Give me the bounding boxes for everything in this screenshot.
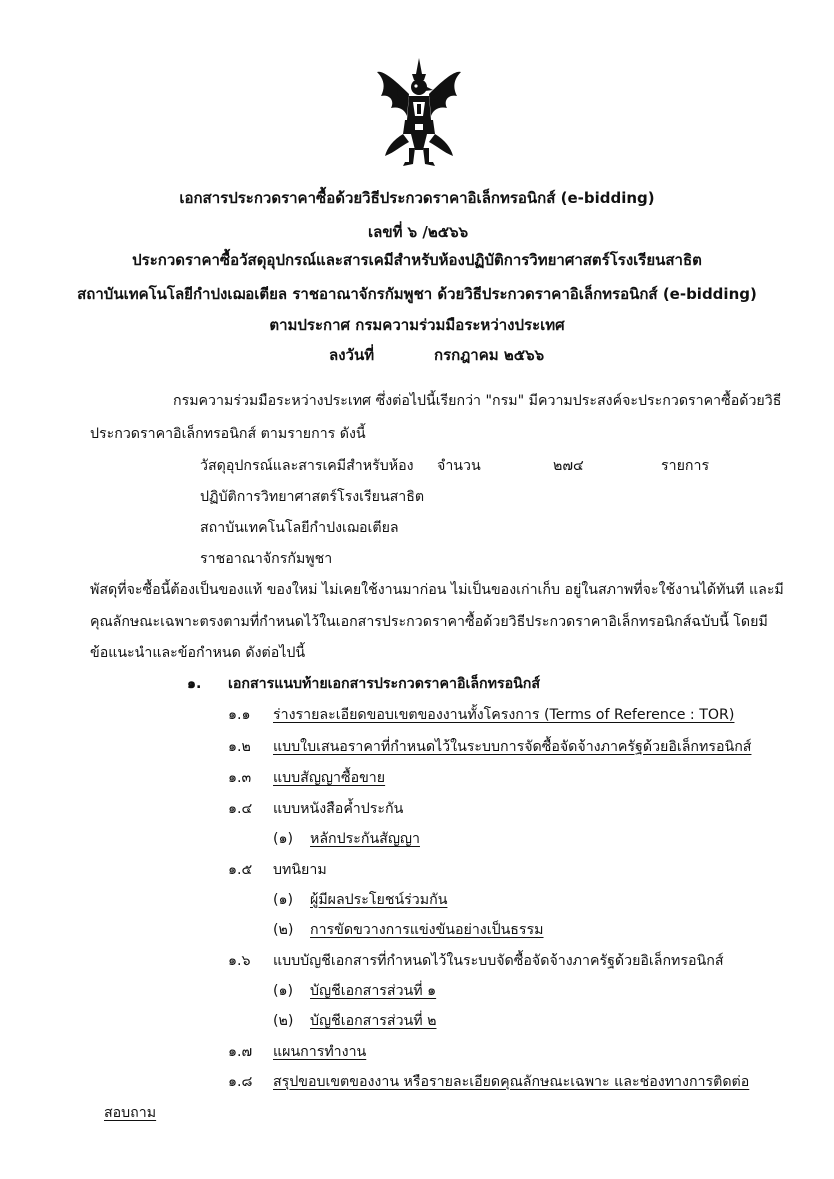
item-1-5-label: บทนิยาม bbox=[273, 862, 327, 878]
item-line-4: ราชอาณาจักรกัมพูชา bbox=[200, 551, 333, 567]
item-1-6-sub-2-link[interactable]: บัญชีเอกสารส่วนที่ ๒ bbox=[310, 1013, 437, 1029]
item-1-4-label: แบบหนังสือค้ำประกัน bbox=[273, 801, 404, 817]
item-1-8-continuation-link[interactable]: สอบถาม bbox=[104, 1105, 157, 1121]
item-1-8-link[interactable]: สรุปขอบเขตของงาน หรือรายละเอียดคุณลักษณะเฉพาะ และช่องทางการติดต่อ bbox=[273, 1074, 750, 1090]
intro-line-2: ประกวดราคาอิเล็กทรอนิกส์ ตามรายการ ดังนี้ bbox=[90, 426, 366, 442]
intro-line-1: กรมความร่วมมือระหว่างประเทศ ซึ่งต่อไปนี้เรียกว่า "กรม" มีความประสงค์จะประกวดราคาซื้อด้วยวิธี bbox=[173, 393, 782, 409]
section-1-title: เอกสารแนบท้ายเอกสารประกวดราคาอิเล็กทรอนิกส์ bbox=[228, 676, 541, 692]
document-number-text: เลขที่ ๖ /๒๕๖๖ bbox=[368, 223, 469, 241]
item-1-4-sub-1-link[interactable]: หลักประกันสัญญา bbox=[310, 831, 420, 847]
document-title: เอกสารประกวดราคาซื้อด้วยวิธีประกวดราคาอิเล็กทรอนิกส์ (e-bidding) bbox=[179, 189, 655, 207]
item-1-6-sub-1-number: (๑) bbox=[273, 983, 294, 999]
item-line-2: ปฏิบัติการวิทยาศาสตร์โรงเรียนสาธิต bbox=[200, 489, 425, 505]
item-1-3-number: ๑.๓ bbox=[228, 770, 252, 786]
item-1-3-link[interactable]: แบบสัญญาซื้อขาย bbox=[273, 770, 386, 786]
item-1-6-number: ๑.๖ bbox=[228, 953, 251, 969]
document-number bbox=[368, 220, 468, 244]
item-1-7-number: ๑.๗ bbox=[228, 1044, 253, 1060]
conditions-line-1: พัสดุที่จะซื้อนี้ต้องเป็นของแท้ ของใหม่ ไม่เคยใช้งานมาก่อน ไม่เป็นของเก่าเก็บ อยู่ในสภาพที่จะใช้งานได้ทันที และมี bbox=[90, 582, 784, 598]
conditions-line-2: คุณลักษณะเฉพาะตรงตามที่กำหนดไว้ในเอกสารประกวดราคาซื้อด้วยวิธีประกวดราคาอิเล็กทรอนิกส์ฉบับนี้ โดยมี bbox=[90, 614, 768, 630]
item-1-4-number: ๑.๔ bbox=[228, 801, 253, 817]
item-1-5-sub-1-link[interactable]: ผู้มีผลประโยชน์ร่วมกัน bbox=[310, 892, 448, 908]
conditions-line-3: ข้อแนะนำและข้อกำหนด ดังต่อไปนี้ bbox=[90, 645, 306, 661]
item-1-5-sub-2-number: (๒) bbox=[273, 922, 294, 938]
date-label: ลงวันที่ bbox=[329, 346, 375, 364]
item-1-5-sub-2-link[interactable]: การขัดขวางการแข่งขันอย่างเป็นธรรม bbox=[310, 922, 544, 938]
quantity-label: จำนวน bbox=[437, 458, 481, 474]
subject-line-2: สถาบันเทคโนโลยีกำปงเฌอเตียล ราชอาณาจักรกัมพูชา ด้วยวิธีประกวดราคาอิเล็กทรอนิกส์ (e-bidding) bbox=[77, 285, 757, 303]
item-1-8-number: ๑.๘ bbox=[228, 1074, 253, 1090]
item-1-5-sub-1-number: (๑) bbox=[273, 892, 294, 908]
item-1-1-link[interactable]: ร่างรายละเอียดขอบเขตของงานทั้งโครงการ (Terms of Reference : TOR) bbox=[273, 707, 735, 723]
item-1-6-sub-2-number: (๒) bbox=[273, 1013, 294, 1029]
item-1-6-label: แบบบัญชีเอกสารที่กำหนดไว้ในระบบจัดซื้อจัดจ้างภาครัฐด้วยอิเล็กทรอนิกส์ bbox=[273, 953, 724, 969]
item-1-4-sub-1-number: (๑) bbox=[273, 831, 294, 847]
item-line-3: สถาบันเทคโนโลยีกำปงเฌอเตียล bbox=[200, 520, 399, 536]
item-1-1-number: ๑.๑ bbox=[228, 707, 251, 723]
date-value: กรกฎาคม ๒๕๖๖ bbox=[434, 346, 545, 364]
garuda-emblem bbox=[375, 56, 463, 168]
item-1-6-sub-1-link[interactable]: บัญชีเอกสารส่วนที่ ๑ bbox=[310, 983, 437, 999]
item-1-2-number: ๑.๒ bbox=[228, 739, 251, 755]
item-1-2-link[interactable]: แบบใบเสนอราคาที่กำหนดไว้ในระบบการจัดซื้อจัดจ้างภาครัฐด้วยอิเล็กทรอนิกส์ bbox=[273, 739, 752, 755]
quantity-value: ๒๗๔ bbox=[553, 458, 584, 474]
item-1-7-link[interactable]: แผนการทำงาน bbox=[273, 1044, 367, 1060]
item-line-1: วัสดุอุปกรณ์และสารเคมีสำหรับห้อง bbox=[200, 458, 414, 474]
announcement-line: ตามประกาศ กรมความร่วมมือระหว่างประเทศ bbox=[269, 316, 565, 334]
item-1-5-number: ๑.๕ bbox=[228, 862, 253, 878]
subject-line-1: ประกวดราคาซื้อวัสดุอุปกรณ์และสารเคมีสำหรับห้องปฏิบัติการวิทยาศาสตร์โรงเรียนสาธิต bbox=[132, 251, 702, 269]
section-1-number: ๑. bbox=[187, 676, 202, 692]
quantity-unit: รายการ bbox=[661, 458, 710, 474]
